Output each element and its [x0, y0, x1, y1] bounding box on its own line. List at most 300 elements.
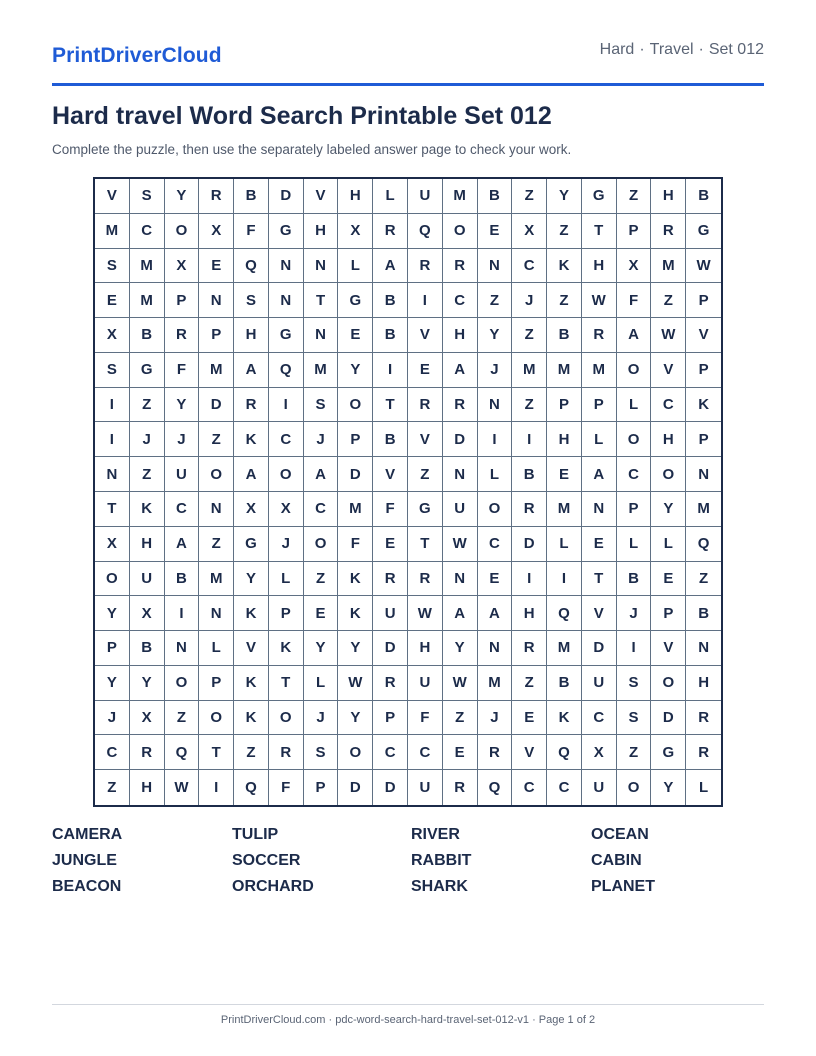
grid-cell: V	[651, 353, 686, 388]
grid-cell: N	[199, 596, 234, 631]
grid-cell: E	[547, 457, 582, 492]
grid-cell: U	[408, 770, 443, 805]
grid-cell: C	[165, 492, 200, 527]
word-list-item: TULIP	[232, 826, 279, 843]
grid-cell: T	[304, 283, 339, 318]
grid-cell: V	[686, 318, 721, 353]
grid-cell: J	[95, 701, 130, 736]
grid-cell: W	[443, 666, 478, 701]
grid-cell: D	[338, 457, 373, 492]
grid-cell: U	[373, 596, 408, 631]
grid-cell: P	[651, 596, 686, 631]
grid-cell: E	[338, 318, 373, 353]
grid-cell: C	[130, 214, 165, 249]
grid-cell: R	[478, 735, 513, 770]
grid-cell: E	[95, 283, 130, 318]
word-list-item: OCEAN	[591, 826, 649, 843]
grid-cell: X	[617, 249, 652, 284]
word-list	[52, 826, 764, 904]
grid-cell: O	[617, 422, 652, 457]
grid-cell: K	[234, 596, 269, 631]
grid-cell: Q	[686, 527, 721, 562]
word-list-item: CAMERA	[52, 826, 123, 843]
grid-cell: D	[373, 770, 408, 805]
grid-cell: C	[443, 283, 478, 318]
breadcrumb-item-theme[interactable]: Travel	[649, 41, 694, 58]
grid-cell: R	[582, 318, 617, 353]
word-list-item: BEACON	[52, 878, 122, 895]
grid-cell: I	[165, 596, 200, 631]
grid-cell: V	[408, 422, 443, 457]
grid-cell: N	[443, 562, 478, 597]
page-subtitle: Complete the puzzle, then use the separately labeled answer page to check your work.	[52, 142, 572, 157]
grid-cell: Y	[165, 388, 200, 423]
grid-cell: G	[651, 735, 686, 770]
grid-cell: H	[408, 631, 443, 666]
grid-cell: D	[269, 179, 304, 214]
grid-cell: O	[199, 701, 234, 736]
grid-cell: V	[651, 631, 686, 666]
page-header	[52, 0, 764, 86]
grid-cell: E	[478, 214, 513, 249]
grid-cell: R	[234, 388, 269, 423]
grid-cell: R	[373, 214, 408, 249]
grid-cell: Z	[686, 562, 721, 597]
grid-cell: H	[547, 422, 582, 457]
grid-cell: G	[408, 492, 443, 527]
word-list-item: RIVER	[411, 826, 460, 843]
grid-cell: X	[338, 214, 373, 249]
grid-cell: A	[478, 596, 513, 631]
grid-cell: Z	[512, 666, 547, 701]
word-list-item: SHARK	[411, 878, 468, 895]
grid-cell: S	[304, 388, 339, 423]
grid-cell: J	[304, 701, 339, 736]
grid-cell: Z	[617, 179, 652, 214]
grid-cell: B	[373, 283, 408, 318]
grid-cell: W	[582, 283, 617, 318]
grid-cell: C	[617, 457, 652, 492]
grid-cell: R	[512, 631, 547, 666]
grid-cell: G	[269, 318, 304, 353]
grid-cell: N	[582, 492, 617, 527]
grid-cell: X	[130, 596, 165, 631]
grid-cell: P	[199, 666, 234, 701]
grid-cell: Y	[304, 631, 339, 666]
grid-cell: L	[338, 249, 373, 284]
grid-cell: R	[269, 735, 304, 770]
grid-cell: H	[512, 596, 547, 631]
grid-cell: K	[338, 562, 373, 597]
grid-cell: I	[199, 770, 234, 805]
grid-cell: L	[373, 179, 408, 214]
grid-cell: P	[269, 596, 304, 631]
grid-cell: N	[443, 457, 478, 492]
grid-cell: Y	[443, 631, 478, 666]
grid-cell: K	[686, 388, 721, 423]
grid-cell: K	[547, 249, 582, 284]
grid-cell: Q	[234, 249, 269, 284]
grid-cell: I	[95, 422, 130, 457]
grid-cell: V	[408, 318, 443, 353]
grid-cell: Y	[234, 562, 269, 597]
grid-cell: A	[443, 596, 478, 631]
grid-cell: O	[338, 735, 373, 770]
grid-cell: A	[304, 457, 339, 492]
grid-cell: R	[199, 179, 234, 214]
grid-cell: R	[373, 666, 408, 701]
grid-cell: N	[95, 457, 130, 492]
grid-cell: N	[165, 631, 200, 666]
grid-cell: X	[234, 492, 269, 527]
grid-cell: C	[373, 735, 408, 770]
grid-cell: B	[373, 318, 408, 353]
grid-cell: O	[338, 388, 373, 423]
grid-cell: Y	[651, 492, 686, 527]
grid-cell: L	[699, 779, 709, 797]
grid-cell: P	[373, 701, 408, 736]
grid-cell: S	[617, 666, 652, 701]
grid-cell: U	[408, 666, 443, 701]
grid-cell: L	[547, 527, 582, 562]
word-list-item: JUNGLE	[52, 852, 117, 869]
grid-cell: G	[234, 527, 269, 562]
grid-cell: P	[686, 353, 721, 388]
grid-cell: E	[199, 249, 234, 284]
grid-cell: M	[95, 214, 130, 249]
grid-cell: R	[686, 701, 721, 736]
grid-cell: O	[617, 770, 652, 805]
grid-cell: V	[234, 631, 269, 666]
grid-cell: L	[269, 562, 304, 597]
grid-cell: O	[165, 666, 200, 701]
grid-cell: T	[582, 214, 617, 249]
grid-cell: G	[269, 214, 304, 249]
grid-cell: O	[269, 457, 304, 492]
grid-cell: N	[304, 318, 339, 353]
grid-cell: G	[582, 179, 617, 214]
grid-cell: K	[234, 666, 269, 701]
brand-logo[interactable]: PrintDriverCloud	[52, 44, 222, 67]
grid-cell: X	[512, 214, 547, 249]
grid-cell: I	[408, 283, 443, 318]
grid-cell: G	[686, 214, 721, 249]
grid-cell: R	[443, 249, 478, 284]
grid-cell: I	[512, 562, 547, 597]
grid-cell: V	[304, 179, 339, 214]
grid-cell: M	[512, 353, 547, 388]
grid-cell: E	[651, 562, 686, 597]
grid-cell: D	[199, 388, 234, 423]
grid-cell: H	[651, 422, 686, 457]
grid-cell: B	[478, 179, 513, 214]
grid-cell: U	[165, 457, 200, 492]
grid-cell: I	[269, 388, 304, 423]
grid-cell: M	[199, 562, 234, 597]
word-list-item: RABBIT	[411, 852, 472, 869]
grid-cell: X	[582, 735, 617, 770]
grid-cell: K	[338, 596, 373, 631]
grid-cell: U	[582, 770, 617, 805]
grid-cell: Q	[547, 735, 582, 770]
grid-cell: B	[686, 596, 721, 631]
grid-cell: W	[686, 249, 721, 284]
grid-cell: K	[130, 492, 165, 527]
grid-cell: P	[686, 283, 721, 318]
grid-cell: K	[269, 631, 304, 666]
grid-cell: X	[130, 701, 165, 736]
grid-cell: E	[478, 562, 513, 597]
grid-cell: Z	[95, 770, 130, 805]
grid-cell: S	[95, 353, 130, 388]
grid-cell: I	[478, 422, 513, 457]
breadcrumb-item-set[interactable]: Set 012	[708, 41, 764, 58]
grid-cell: F	[165, 353, 200, 388]
grid-cell: A	[582, 457, 617, 492]
grid-cell: P	[686, 422, 721, 457]
grid-cell: S	[304, 735, 339, 770]
grid-cell: M	[651, 249, 686, 284]
grid-cell: V	[582, 596, 617, 631]
grid-cell: U	[130, 562, 165, 597]
grid-cell: H	[304, 214, 339, 249]
grid-cell: Y	[547, 179, 582, 214]
grid-cell: B	[512, 457, 547, 492]
grid-cell: Z	[165, 701, 200, 736]
grid-cell: C	[582, 701, 617, 736]
grid-cell: H	[651, 179, 686, 214]
grid-cell: F	[373, 492, 408, 527]
grid-cell: O	[304, 527, 339, 562]
grid-cell: A	[617, 318, 652, 353]
grid-cell: M	[199, 353, 234, 388]
grid-cell: I	[512, 422, 547, 457]
grid-cell: Q	[269, 353, 304, 388]
grid-cell: O	[269, 701, 304, 736]
grid-cell: Y	[95, 666, 130, 701]
footer-divider	[52, 1004, 764, 1005]
grid-cell: I	[95, 388, 130, 423]
grid-cell: I	[373, 353, 408, 388]
grid-cell: N	[199, 492, 234, 527]
grid-cell: S	[130, 179, 165, 214]
breadcrumb	[600, 41, 764, 59]
word-search-grid	[93, 177, 723, 807]
grid-cell: P	[199, 318, 234, 353]
grid-cell: M	[686, 492, 721, 527]
grid-cell: H	[582, 249, 617, 284]
grid-cell: P	[304, 770, 339, 805]
grid-cell: I	[547, 562, 582, 597]
breadcrumb-item-difficulty[interactable]: Hard	[599, 41, 635, 58]
grid-cell: T	[408, 527, 443, 562]
grid-cell: O	[443, 214, 478, 249]
grid-cell: J	[269, 527, 304, 562]
grid-cell: M	[443, 179, 478, 214]
grid-cell: N	[478, 388, 513, 423]
grid-cell: C	[269, 422, 304, 457]
grid-cell: D	[373, 631, 408, 666]
grid-cell: M	[582, 353, 617, 388]
grid-cell: E	[373, 527, 408, 562]
grid-cell: K	[547, 701, 582, 736]
grid-cell: O	[95, 562, 130, 597]
grid-cell: P	[617, 492, 652, 527]
grid-cell: Y	[651, 770, 686, 805]
grid-cell: C	[651, 388, 686, 423]
grid-cell: B	[373, 422, 408, 457]
grid-cell: D	[512, 527, 547, 562]
grid-cell: Y	[338, 353, 373, 388]
grid-cell: V	[95, 179, 130, 214]
grid-cell: Z	[478, 283, 513, 318]
grid-cell: X	[165, 249, 200, 284]
grid-cell: Z	[130, 457, 165, 492]
grid-cell: Q	[234, 770, 269, 805]
grid-cell: D	[582, 631, 617, 666]
grid-cell: U	[443, 492, 478, 527]
grid-cell: F	[338, 527, 373, 562]
grid-cell: Z	[547, 214, 582, 249]
grid-cell: M	[338, 492, 373, 527]
grid-cell: O	[478, 492, 513, 527]
grid-cell: B	[130, 318, 165, 353]
grid-cell: C	[512, 249, 547, 284]
grid-cell: A	[234, 457, 269, 492]
grid-cell: L	[199, 631, 234, 666]
grid-cell: J	[512, 283, 547, 318]
grid-cell: X	[95, 527, 130, 562]
grid-cell: E	[304, 596, 339, 631]
grid-cell: M	[478, 666, 513, 701]
grid-cell: B	[547, 318, 582, 353]
word-list-item: CABIN	[591, 852, 642, 869]
grid-cell: D	[651, 701, 686, 736]
grid-cell: N	[199, 283, 234, 318]
grid-cell: Z	[512, 388, 547, 423]
grid-cell: G	[338, 283, 373, 318]
grid-cell: N	[478, 631, 513, 666]
grid-cell: H	[443, 318, 478, 353]
grid-cell: J	[165, 422, 200, 457]
grid-cell: F	[234, 214, 269, 249]
grid-cell: Z	[512, 179, 547, 214]
grid-cell: H	[130, 527, 165, 562]
grid-cell: S	[95, 249, 130, 284]
grid-cell: X	[269, 492, 304, 527]
grid-cell: R	[443, 388, 478, 423]
grid-cell: B	[130, 631, 165, 666]
grid-cell: L	[582, 422, 617, 457]
grid-cell: Z	[304, 562, 339, 597]
grid-cell: U	[582, 666, 617, 701]
grid-cell: J	[478, 353, 513, 388]
grid-cell: J	[304, 422, 339, 457]
grid-cell: R	[512, 492, 547, 527]
grid-cell: Q	[408, 214, 443, 249]
grid-cell: L	[478, 457, 513, 492]
grid-cell: A	[165, 527, 200, 562]
grid-cell: L	[651, 527, 686, 562]
word-list-item: ORCHARD	[232, 878, 314, 895]
grid-cell: L	[617, 388, 652, 423]
grid-cell: X	[95, 318, 130, 353]
grid-cell: Y	[165, 179, 200, 214]
grid-cell: M	[547, 353, 582, 388]
grid-cell: Q	[547, 596, 582, 631]
word-list-item: PLANET	[591, 878, 655, 895]
grid-cell: Z	[199, 422, 234, 457]
grid-cell: B	[686, 179, 721, 214]
grid-cell: J	[617, 596, 652, 631]
grid-cell: R	[651, 214, 686, 249]
grid-cell: Z	[512, 318, 547, 353]
grid-cell: V	[512, 735, 547, 770]
grid-cell: T	[582, 562, 617, 597]
grid-cell: C	[304, 492, 339, 527]
grid-cell: M	[304, 353, 339, 388]
grid-cell: B	[617, 562, 652, 597]
grid-cell: T	[95, 492, 130, 527]
grid-cell: B	[165, 562, 200, 597]
grid-cell: P	[582, 388, 617, 423]
grid-cell: P	[617, 214, 652, 249]
grid-cell: O	[651, 457, 686, 492]
grid-cell: N	[686, 631, 721, 666]
grid-cell: Y	[95, 596, 130, 631]
grid-cell: Z	[443, 701, 478, 736]
grid-cell: G	[130, 353, 165, 388]
grid-cell: N	[269, 249, 304, 284]
grid-cell: U	[408, 179, 443, 214]
grid-cell: C	[478, 527, 513, 562]
grid-cell: R	[686, 735, 721, 770]
grid-cell: F	[408, 701, 443, 736]
grid-cell: B	[234, 179, 269, 214]
grid-cell: Z	[617, 735, 652, 770]
grid-cell: C	[547, 770, 582, 805]
grid-cell: Y	[338, 631, 373, 666]
grid-cell: Y	[130, 666, 165, 701]
grid-cell: O	[651, 666, 686, 701]
grid-cell: K	[234, 701, 269, 736]
grid-cell: C	[95, 735, 130, 770]
grid-cell: F	[269, 770, 304, 805]
grid-cell: B	[547, 666, 582, 701]
grid-cell: R	[130, 735, 165, 770]
grid-cell: W	[408, 596, 443, 631]
grid-cell: N	[478, 249, 513, 284]
grid-cell: P	[95, 631, 130, 666]
grid-cell: L	[304, 666, 339, 701]
page-footer: PrintDriverCloud.com · pdc-word-search-hard-travel-set-012-v1 · Page 1 of 2	[220, 1014, 596, 1026]
grid-cell: Q	[478, 770, 513, 805]
grid-cell: D	[338, 770, 373, 805]
grid-cell: Q	[165, 735, 200, 770]
grid-cell: P	[547, 388, 582, 423]
grid-cell: Z	[547, 283, 582, 318]
grid-cell: O	[199, 457, 234, 492]
grid-cell: J	[478, 701, 513, 736]
grid-cell: X	[199, 214, 234, 249]
grid-cell: T	[373, 388, 408, 423]
grid-cell: H	[686, 666, 721, 701]
grid-cell: C	[408, 735, 443, 770]
grid-cell: E	[512, 701, 547, 736]
grid-cell: C	[512, 770, 547, 805]
grid-cell: N	[269, 283, 304, 318]
grid-cell: Y	[338, 701, 373, 736]
